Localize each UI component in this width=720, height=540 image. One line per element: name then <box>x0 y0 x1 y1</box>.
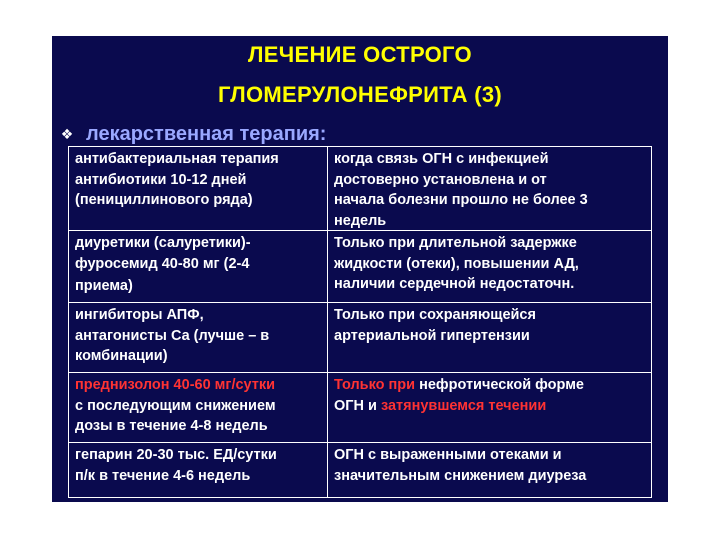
cell-line <box>334 396 645 417</box>
cell-line: когда связь ОГН с инфекцией <box>334 151 549 167</box>
slide-title-line-2: ГЛОМЕРУЛОНЕФРИТА (3) <box>217 82 503 107</box>
table-row <box>69 373 651 443</box>
cell-line: диуретики (салуретики)- <box>75 235 251 251</box>
table-cell-indication <box>328 443 651 497</box>
table-row <box>69 147 651 231</box>
table-cell-drug <box>69 303 328 372</box>
cell-line: достоверно установлена и от <box>334 171 547 188</box>
table-row <box>69 231 651 303</box>
cell-line: наличии сердечной недостаточн. <box>334 276 575 292</box>
subtitle <box>58 122 326 146</box>
cell-line: приема) <box>75 278 133 294</box>
subtitle-text: лекарственная терапия: <box>86 123 327 145</box>
cell-line: с последующим снижением <box>75 397 276 414</box>
cell-line: жидкости (отеки), повышении АД, <box>334 255 579 272</box>
cell-line: недель <box>334 212 387 229</box>
highlight-text: затянувшемся течении <box>380 397 547 414</box>
cell-line: фуросемид 40-80 мг (2-4 <box>75 255 250 272</box>
plain-text: ОГН и <box>334 397 381 414</box>
cell-line: п/к в течение 4-6 недель <box>75 467 251 484</box>
cell-line: преднизолон 40-60 мг/сутки <box>75 377 276 393</box>
slide <box>52 36 668 502</box>
highlight-text: Только при <box>334 377 416 393</box>
therapy-table <box>68 146 652 498</box>
cell-line: артериальной гипертензии <box>334 327 530 344</box>
cell-line: начала болезни прошло не более 3 <box>334 192 588 208</box>
cell-line <box>334 375 645 396</box>
diamond-bullet-icon: ❖ <box>60 126 74 142</box>
cell-line: дозы в течение 4-8 недель <box>75 418 268 434</box>
table-cell-drug <box>69 373 328 442</box>
cell-line: ингибиторы АПФ, <box>75 307 204 323</box>
table-cell-indication <box>328 303 651 372</box>
table-cell-indication <box>328 231 651 302</box>
table-row <box>69 303 651 373</box>
cell-line: антибиотики 10-12 дней <box>75 171 247 188</box>
cell-line: ОГН с выраженными отеками и <box>334 447 562 463</box>
table-cell-drug <box>69 443 328 497</box>
table-cell-indication <box>328 373 651 442</box>
plain-text: нефротической форме <box>415 377 584 393</box>
cell-line: гепарин 20-30 тыс. ЕД/сутки <box>75 447 277 463</box>
cell-line: комбинации) <box>75 348 168 364</box>
slide-title-line-1: ЛЕЧЕНИЕ ОСТРОГО <box>248 42 472 67</box>
cell-line: антибактериальная терапия <box>75 151 279 167</box>
cell-line: Только при длительной задержке <box>334 235 577 251</box>
table-row <box>69 443 651 497</box>
cell-line: (пенициллинового ряда) <box>75 192 253 208</box>
cell-line: Только при сохраняющейся <box>334 307 536 323</box>
cell-line: антагонисты Са (лучше – в <box>75 327 270 344</box>
table-cell-indication <box>328 147 651 230</box>
table-cell-drug <box>69 231 328 302</box>
table-cell-drug <box>69 147 328 230</box>
cell-line: значительным снижением диуреза <box>334 467 587 484</box>
